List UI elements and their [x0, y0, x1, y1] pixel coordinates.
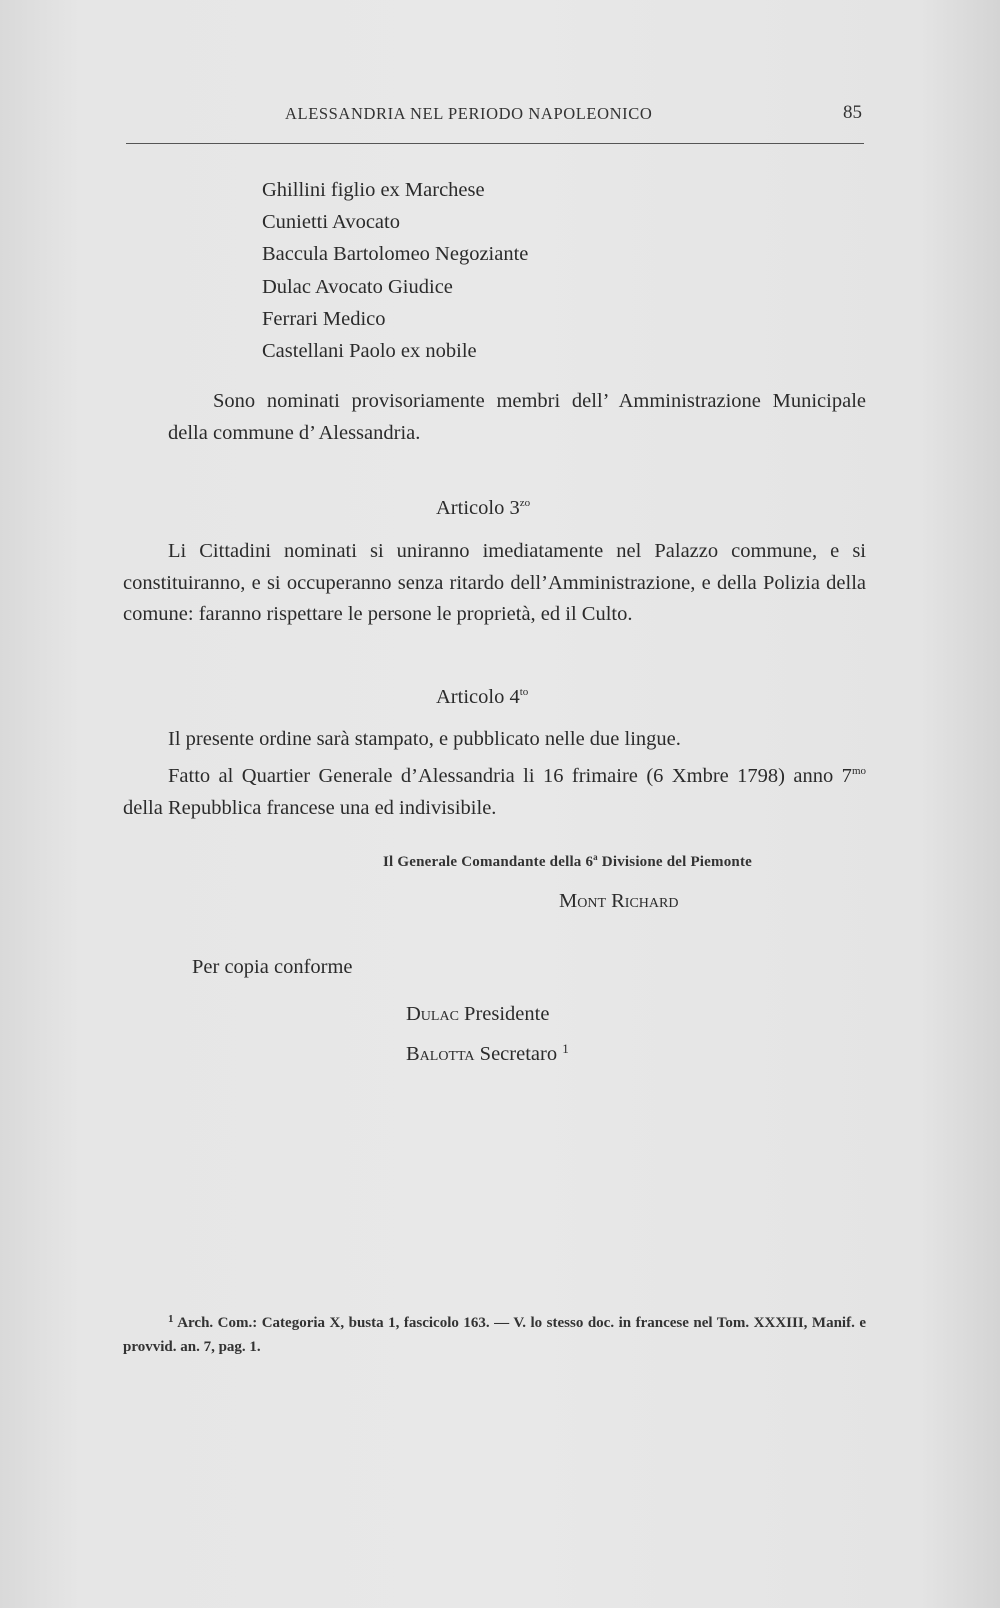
signature-name: Dulac: [406, 1003, 459, 1025]
article-3-heading: [436, 497, 530, 520]
general-title-text: Il Generale Comandante della 6: [383, 854, 594, 870]
footnote: [123, 1307, 866, 1359]
member-item: Baccula Bartolomeo Negoziante: [262, 243, 529, 266]
running-header: ALESSANDRIA NEL PERIODO NAPOLEONICO: [285, 104, 653, 123]
signature-balotta: [406, 1041, 569, 1066]
member-item: Dulac Avocato Giudice: [262, 275, 453, 298]
general-title-text: Divisione del Piemonte: [597, 854, 753, 870]
footnote-ref: 1: [562, 1041, 569, 1056]
signature-role: Presidente: [464, 1003, 550, 1025]
paragraph-appointment: [168, 386, 866, 449]
paragraph-text: Il presente ordine sarà stampato, e pubblicato nelle due lingue.: [168, 728, 681, 750]
paragraph-text: Fatto al Quartier Generale d’Alessandria li 16 frimaire (6 Xmbre 1798) anno 7: [168, 765, 852, 787]
ordinal-suffix: a: [593, 852, 598, 862]
signature-name: Balotta: [406, 1043, 475, 1065]
footnote-text: Arch. Com.: Categoria X, busta 1, fascicolo 163. — V. lo stesso doc. in francese nel Tom. XXXIII, Manif. e provvid. an. 7, pag. 1.: [123, 1315, 866, 1355]
paragraph-article-4: [168, 724, 866, 756]
paragraph-text: della Repubblica francese una ed indivisibile.: [123, 796, 497, 819]
ordinal-suffix: mo: [851, 765, 866, 777]
members-list: [262, 174, 528, 367]
general-title: [383, 852, 752, 871]
member-item: Castellani Paolo ex nobile: [262, 340, 477, 363]
member-item: Ghillini figlio ex Marchese: [262, 179, 485, 201]
header-rule: [126, 143, 864, 144]
footnote-number: 1: [168, 1313, 174, 1325]
signature-dulac: [406, 1003, 549, 1026]
paragraph-text: Sono nominati provisoriamente membri dell’ Amministrazione Municipale della commune d’ Alessandria.: [168, 390, 866, 444]
member-item: Cunietti Avocato: [262, 211, 400, 234]
article-ordinal: zo: [519, 497, 531, 509]
signature-mont-richard: Mont Richard: [559, 890, 679, 912]
signature-role: Secretaro: [479, 1043, 558, 1065]
copy-conform-line: Per copia conforme: [192, 956, 353, 978]
member-item: Ferrari Medico: [262, 307, 386, 330]
paragraph-article-3: [123, 536, 866, 631]
page-number: 85: [843, 102, 862, 123]
paragraph-text: Li Cittadini nominati si uniranno imediatamente nel Palazzo commune, e si constituiranno, e si occuperanno senza ritardo dell’Amministrazione, e della Polizia della comune: faranno rispettare le persone le proprietà, ed il Culto.: [123, 540, 866, 625]
article-ordinal: to: [519, 686, 529, 698]
article-label: Articolo 4: [436, 686, 520, 708]
article-4-heading: [436, 686, 528, 709]
paragraph-dated: [123, 756, 866, 824]
article-label: Articolo 3: [436, 497, 520, 519]
